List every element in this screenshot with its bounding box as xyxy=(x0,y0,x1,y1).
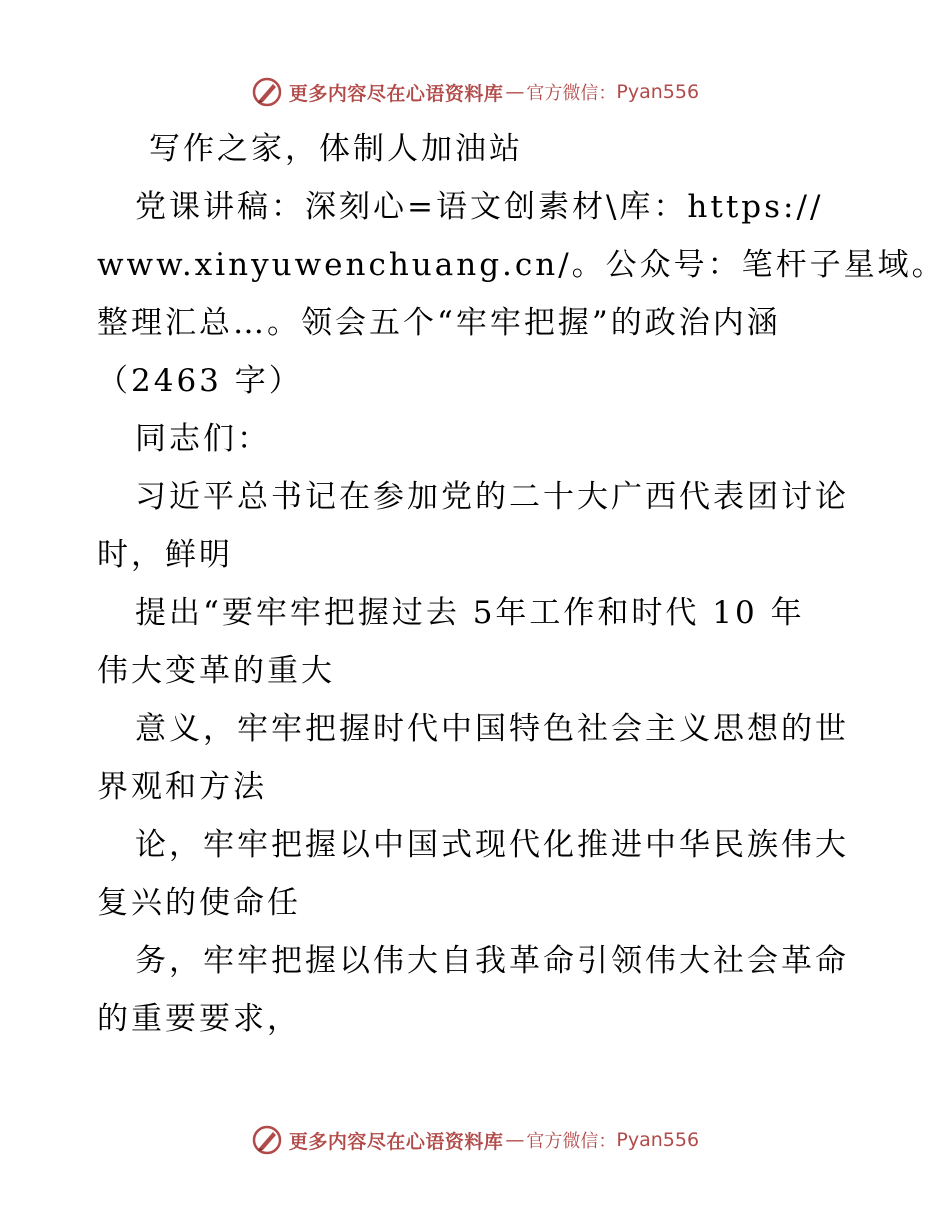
text-line: 写作之家，体制人加油站 xyxy=(149,131,523,167)
watermark-wechat-id: Pyan556 xyxy=(616,1129,700,1151)
text-line: 党课讲稿：深刻心=语文创素材\库：https:// xyxy=(135,189,824,225)
text-line: 意义，牢牢把握时代中国特色社会主义思想的世 xyxy=(135,711,849,747)
text-line: 同志们： xyxy=(135,421,271,457)
watermark-separator: — xyxy=(505,1129,525,1151)
watermark-wechat-id: Pyan556 xyxy=(616,81,700,103)
pen-logo-icon xyxy=(251,76,283,108)
text-line: （2463 字） xyxy=(97,363,303,399)
text-line: 界观和方法 xyxy=(97,769,267,805)
watermark-wechat-label: 官方微信： xyxy=(526,1131,617,1152)
watermark-title: 更多内容尽在心语资料库 xyxy=(288,1130,504,1153)
text-line: 务，牢牢把握以伟大自我革命引领伟大社会革命 xyxy=(135,943,849,979)
watermark-title: 更多内容尽在心语资料库 xyxy=(288,82,504,105)
document-body xyxy=(97,120,946,1048)
text-line: 提出“要牢牢把握过去 5年工作和时代 10 年 xyxy=(135,595,805,631)
text-line: 整理汇总…。领会五个“牢牢把握”的政治内涵 xyxy=(97,305,781,341)
text-line: 伟大变革的重大 xyxy=(97,653,335,689)
watermark-wechat-label: 官方微信： xyxy=(526,83,617,104)
header-watermark xyxy=(0,72,950,112)
pen-logo-icon xyxy=(251,1124,283,1156)
watermark-separator: — xyxy=(505,81,525,103)
text-line: 习近平总书记在参加党的二十大广西代表团讨论 xyxy=(135,479,849,515)
text-line: www.xinyuwenchuang.cn/。公众号：笔杆子星域。 xyxy=(97,247,946,283)
text-line: 复兴的使命任 xyxy=(97,885,301,921)
text-line: 的重要要求， xyxy=(97,1001,301,1037)
text-line: 论，牢牢把握以中国式现代化推进中华民族伟大 xyxy=(135,827,849,863)
text-line: 时，鲜明 xyxy=(97,537,233,573)
footer-watermark xyxy=(0,1120,950,1160)
